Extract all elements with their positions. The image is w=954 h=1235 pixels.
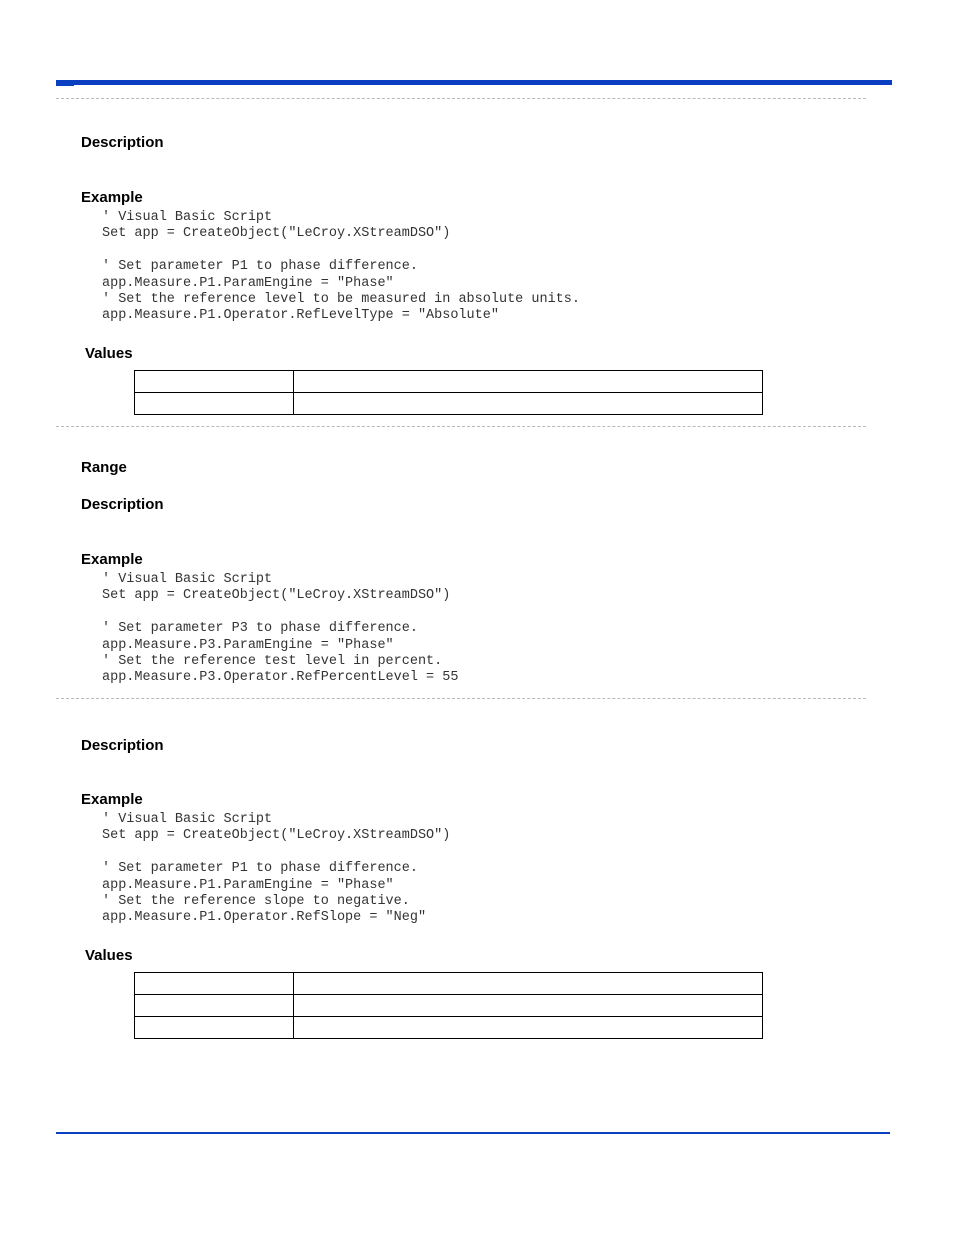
code-line: ' Set the reference test level in percent.	[102, 654, 443, 670]
section-separator	[56, 426, 866, 427]
code-line: ' Set parameter P1 to phase difference.	[102, 861, 418, 877]
code-line: app.Measure.P3.ParamEngine = "Phase"	[102, 637, 394, 653]
code-line: ' Set parameter P3 to phase difference.	[102, 621, 418, 637]
description-heading: Description	[81, 737, 164, 754]
value-description-cell	[294, 995, 763, 1017]
code-line: app.Measure.P1.Operator.RefLevelType = "Absolute"	[102, 308, 499, 324]
section-separator	[56, 98, 866, 99]
section-separator	[56, 698, 866, 699]
description-heading: Description	[81, 134, 164, 151]
code-line: app.Measure.P3.Operator.RefPercentLevel = 55	[102, 670, 459, 686]
value-cell	[135, 393, 294, 415]
code-line: ' Set the reference level to be measured in absolute units.	[102, 292, 580, 308]
code-line: app.Measure.P1.ParamEngine = "Phase"	[102, 275, 394, 291]
value-description-cell	[294, 371, 763, 393]
values-table	[134, 370, 763, 415]
table-row	[135, 371, 763, 393]
range-heading: Range	[81, 459, 127, 476]
example-heading: Example	[81, 189, 143, 206]
code-line: Set app = CreateObject("LeCroy.XStreamDSO")	[102, 588, 451, 604]
values-heading: Values	[85, 947, 133, 964]
value-description-cell	[294, 393, 763, 415]
code-example	[102, 812, 450, 927]
code-line: ' Set the reference slope to negative.	[102, 894, 410, 910]
value-cell	[135, 995, 294, 1017]
example-heading: Example	[81, 791, 143, 808]
code-example	[102, 210, 580, 325]
footer-rule	[56, 1132, 890, 1134]
table-row	[135, 973, 763, 995]
code-line: ' Set parameter P1 to phase difference.	[102, 259, 418, 275]
value-cell	[135, 1017, 294, 1039]
code-line: Set app = CreateObject("LeCroy.XStreamDSO")	[102, 226, 451, 242]
values-heading: Values	[85, 345, 133, 362]
header-rule-accent	[56, 83, 74, 86]
code-line: app.Measure.P1.ParamEngine = "Phase"	[102, 877, 394, 893]
example-heading: Example	[81, 551, 143, 568]
header-rule	[56, 80, 892, 85]
values-table	[134, 972, 763, 1039]
code-line: ' Visual Basic Script	[102, 812, 273, 827]
code-line: ' Visual Basic Script	[102, 572, 273, 587]
value-cell	[135, 371, 294, 393]
table-row	[135, 393, 763, 415]
code-line: ' Visual Basic Script	[102, 210, 273, 225]
code-example	[102, 572, 458, 687]
value-cell	[135, 973, 294, 995]
code-line: Set app = CreateObject("LeCroy.XStreamDSO")	[102, 828, 451, 844]
value-description-cell	[294, 1017, 763, 1039]
description-heading: Description	[81, 496, 164, 513]
code-line: app.Measure.P1.Operator.RefSlope = "Neg"	[102, 910, 427, 926]
table-row	[135, 995, 763, 1017]
table-row	[135, 1017, 763, 1039]
value-description-cell	[294, 973, 763, 995]
